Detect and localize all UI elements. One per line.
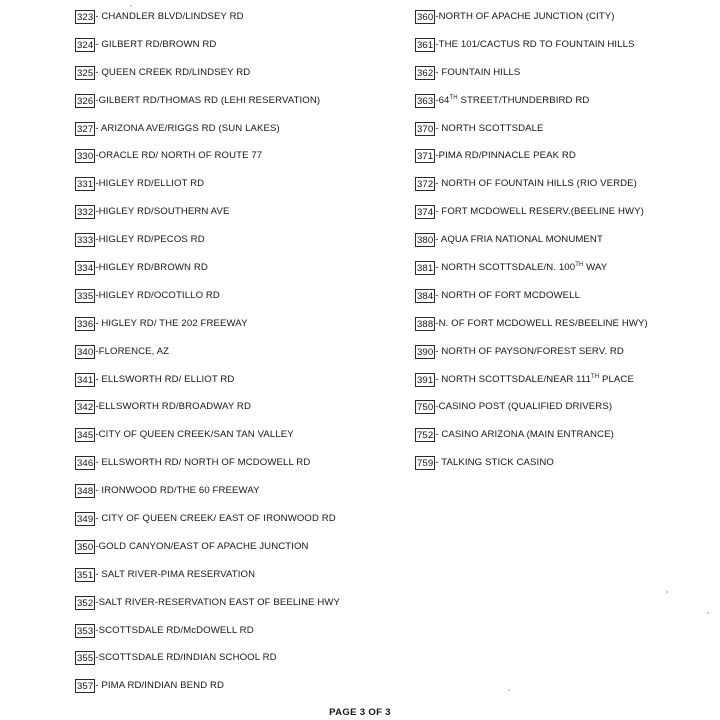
zone-separator: -	[435, 401, 439, 413]
zone-code: 333	[77, 235, 94, 247]
zone-code: 362	[417, 67, 434, 79]
zone-code: 350	[77, 541, 94, 553]
zone-separator: -	[95, 568, 99, 580]
zone-description-text: SCOTTSDALE RD/INDIAN SCHOOL RD	[98, 652, 277, 664]
zone-code: 391	[417, 374, 434, 386]
zone-description-text: NORTH SCOTTSDALE	[438, 122, 544, 134]
zone-entry	[415, 344, 648, 360]
zone-description-tail: PLACE	[599, 373, 634, 385]
zone-separator: -	[95, 150, 99, 162]
zone-description-text: NORTH OF FOUNTAIN HILLS (RIO VERDE)	[438, 178, 637, 190]
zone-description	[95, 428, 293, 442]
zone-description	[435, 177, 637, 191]
zone-description	[95, 261, 208, 275]
zone-description-text: CITY OF QUEEN CREEK/ EAST OF IRONWOOD RD	[98, 513, 336, 525]
zone-separator: -	[435, 262, 439, 274]
zone-separator: -	[95, 513, 99, 525]
zone-description	[95, 149, 262, 163]
zone-code: 353	[77, 625, 94, 637]
zone-entry	[75, 232, 340, 248]
zone-description	[95, 540, 308, 554]
zone-description-text: IRONWOOD RD/THE 60 FREEWAY	[98, 485, 260, 497]
zone-description	[95, 624, 253, 638]
zone-description-text: NORTH OF APACHE JUNCTION (CITY)	[438, 11, 615, 22]
zone-separator: -	[95, 429, 99, 441]
zone-entry	[75, 539, 340, 555]
zone-separator: -	[435, 373, 439, 385]
zone-description-text: CITY OF QUEEN CREEK/SAN TAN VALLEY	[98, 429, 294, 441]
zone-code: 371	[417, 151, 434, 163]
zone-separator: -	[95, 178, 99, 190]
ordinal-suffix: TH	[575, 262, 584, 269]
zone-code: 341	[77, 374, 94, 386]
zone-separator: -	[95, 401, 99, 413]
zone-separator: -	[95, 373, 99, 385]
zone-description-text: PIMA RD/PINNACLE PEAK RD	[438, 150, 576, 162]
zone-separator: -	[95, 485, 99, 497]
zone-description-text: THE 101/CACTUS RD TO FOUNTAIN HILLS	[438, 38, 635, 50]
zone-description-text: NORTH SCOTTSDALE/NEAR 111	[438, 373, 592, 385]
scan-speck	[508, 689, 510, 691]
zone-description-text: CASINO POST (QUALIFIED DRIVERS)	[438, 401, 613, 413]
zone-description	[95, 456, 310, 470]
zone-code: 336	[77, 318, 94, 330]
zone-description	[95, 568, 255, 582]
zone-separator: -	[95, 234, 99, 246]
zone-entry	[415, 232, 648, 248]
zone-code: 346	[77, 458, 94, 470]
zone-description-text: HIGLEY RD/ELLIOT RD	[98, 178, 205, 190]
zone-code: 334	[77, 263, 94, 275]
zone-description	[95, 94, 320, 108]
zone-description	[95, 38, 216, 52]
zone-separator: -	[95, 11, 99, 22]
zone-description	[95, 484, 259, 498]
zone-description-text: GILBERT RD/BROWN RD	[98, 38, 217, 50]
zone-description-text: FLORENCE, AZ	[98, 345, 170, 357]
zone-entry	[75, 483, 340, 499]
zone-description	[95, 512, 336, 526]
zone-separator: -	[435, 317, 439, 329]
zone-entry	[75, 316, 340, 332]
scan-speck	[130, 5, 132, 7]
zone-code: 363	[417, 95, 434, 107]
zone-description	[95, 651, 276, 665]
zone-separator: -	[95, 540, 99, 552]
zone-description-text: HIGLEY RD/OCOTILLO RD	[98, 289, 220, 301]
zone-description-text: CASINO ARIZONA (MAIN ENTRANCE)	[438, 429, 614, 441]
zone-separator: -	[95, 38, 99, 50]
zone-description	[95, 66, 250, 80]
zone-entry	[415, 399, 648, 415]
zone-description	[435, 122, 543, 136]
zone-separator: -	[95, 206, 99, 218]
zone-description-text: AQUA FRIA NATIONAL MONUMENT	[438, 234, 603, 246]
zone-code: 330	[77, 151, 94, 163]
zone-description	[435, 400, 612, 414]
ordinal-suffix: TH	[449, 94, 458, 101]
zone-entry	[415, 37, 648, 53]
zone-description-text: NORTH SCOTTSDALE/N. 100	[438, 262, 576, 274]
zone-description	[95, 317, 247, 331]
zone-entry	[415, 427, 648, 443]
zone-description-text: NORTH OF PAYSON/FOREST SERV. RD	[438, 345, 624, 357]
zone-entry	[75, 650, 340, 666]
zone-separator: -	[435, 66, 439, 78]
zone-list-left	[75, 9, 340, 706]
zone-separator: -	[95, 345, 99, 357]
zone-code: 357	[77, 681, 94, 693]
zone-description	[95, 205, 229, 219]
zone-entry	[415, 9, 648, 25]
zone-code: 384	[417, 290, 434, 302]
zone-description	[95, 345, 169, 359]
zone-description	[435, 456, 554, 470]
zone-entry	[75, 93, 340, 109]
zone-description	[435, 149, 576, 163]
zone-code: 349	[77, 514, 94, 526]
zone-description-text: ELLSWORTH RD/ NORTH OF MCDOWELL RD	[98, 457, 311, 469]
zone-description	[95, 596, 340, 610]
zone-description	[95, 373, 234, 387]
zone-description	[435, 373, 634, 387]
zone-separator: -	[95, 66, 99, 78]
zone-description-text: HIGLEY RD/SOUTHERN AVE	[98, 206, 230, 218]
zone-code: 325	[77, 67, 94, 79]
zone-description	[435, 428, 614, 442]
zone-separator: -	[435, 234, 439, 246]
zone-entry	[75, 427, 340, 443]
zone-separator: -	[435, 345, 439, 357]
zone-description-text: PIMA RD/INDIAN BEND RD	[98, 680, 225, 692]
zone-description	[435, 38, 634, 52]
zone-separator: -	[435, 178, 439, 190]
zone-code: 327	[77, 123, 94, 135]
zone-entry	[415, 176, 648, 192]
zone-entry	[415, 148, 648, 164]
zone-separator: -	[95, 94, 99, 106]
zone-description-text: SALT RIVER-PIMA RESERVATION	[98, 568, 256, 580]
zone-entry	[75, 623, 340, 639]
zone-entry	[75, 260, 340, 276]
zone-description-text: SCOTTSDALE RD/McDOWELL RD	[98, 624, 254, 636]
zone-description	[95, 122, 279, 136]
zone-entry	[75, 678, 340, 694]
zone-description-text: CHANDLER BLVD/LINDSEY RD	[98, 11, 244, 22]
zone-separator: -	[435, 38, 439, 50]
zone-description	[435, 94, 589, 108]
zone-entry	[415, 455, 648, 471]
zone-code: 348	[77, 486, 94, 498]
zone-description	[435, 205, 644, 219]
zone-description	[435, 345, 624, 359]
zone-entry	[75, 511, 340, 527]
zone-code: 390	[417, 346, 434, 358]
zone-code: 331	[77, 179, 94, 191]
zone-separator: -	[95, 289, 99, 301]
zone-description	[95, 679, 224, 693]
zone-entry	[415, 65, 648, 81]
zone-code: 323	[77, 12, 94, 23]
zone-description-text: HIGLEY RD/BROWN RD	[98, 262, 208, 274]
zone-code: 370	[417, 123, 434, 135]
zone-separator: -	[95, 457, 99, 469]
zone-description-text: N. OF FORT MCDOWELL RES/BEELINE HWY)	[438, 317, 648, 329]
zone-entry	[75, 9, 340, 25]
zone-entry	[75, 455, 340, 471]
zone-code: 750	[417, 402, 434, 414]
zone-separator: -	[95, 680, 99, 692]
zone-description	[435, 289, 580, 303]
zone-code: 380	[417, 235, 434, 247]
zone-code: 361	[417, 39, 434, 51]
zone-code: 374	[417, 207, 434, 219]
zone-separator: -	[95, 122, 99, 134]
zone-code: 335	[77, 290, 94, 302]
zone-code: 324	[77, 39, 94, 51]
zone-separator: -	[435, 457, 439, 469]
zone-description-text: ELLSWORTH RD/ ELLIOT RD	[98, 373, 235, 385]
zone-separator: -	[435, 289, 439, 301]
page-number: PAGE 3 OF 3	[329, 707, 391, 718]
zone-entry	[415, 288, 648, 304]
ordinal-suffix: TH	[591, 373, 600, 380]
zone-separator: -	[95, 652, 99, 664]
zone-description-tail: WAY	[583, 262, 608, 274]
zone-description-text: HIGLEY RD/ THE 202 FREEWAY	[98, 317, 248, 329]
scan-speck	[707, 612, 709, 614]
zone-entry	[75, 65, 340, 81]
zone-description	[95, 10, 243, 24]
zone-description-text: FOUNTAIN HILLS	[438, 66, 521, 78]
zone-description	[435, 10, 614, 24]
zone-description-text: SALT RIVER-RESERVATION EAST OF BEELINE HWY	[98, 596, 341, 608]
zone-entry	[415, 121, 648, 137]
zone-code: 388	[417, 318, 434, 330]
zone-description-text: GILBERT RD/THOMAS RD (LEHI RESERVATION)	[98, 94, 321, 106]
zone-entry	[75, 176, 340, 192]
zone-code: 360	[417, 12, 434, 23]
zone-code: 342	[77, 402, 94, 414]
zone-separator: -	[95, 317, 99, 329]
zone-separator: -	[435, 150, 439, 162]
zone-code: 351	[77, 569, 94, 581]
zone-code: 752	[417, 430, 434, 442]
zone-entry	[75, 595, 340, 611]
zone-code: 381	[417, 263, 434, 275]
zone-description-text: TALKING STICK CASINO	[438, 457, 554, 469]
zone-entry	[75, 288, 340, 304]
zone-description	[435, 317, 647, 331]
zone-code: 345	[77, 430, 94, 442]
zone-description-text: FORT MCDOWELL RESERV.(BEELINE HWY)	[438, 206, 644, 218]
zone-entry	[75, 148, 340, 164]
zone-code: 355	[77, 653, 94, 665]
zone-description-text: ELLSWORTH RD/BROADWAY RD	[98, 401, 251, 413]
zone-description-tail: STREET/THUNDERBIRD RD	[457, 94, 590, 106]
zone-code: 759	[417, 458, 434, 470]
zone-entry	[415, 93, 648, 109]
zone-entry	[75, 121, 340, 137]
zone-separator: -	[95, 596, 99, 608]
zone-description	[95, 233, 204, 247]
zone-code: 372	[417, 179, 434, 191]
zone-description	[435, 233, 603, 247]
zone-description-text: 64	[438, 94, 450, 106]
zone-list-right	[415, 9, 648, 483]
zone-entry	[415, 372, 648, 388]
zone-description	[435, 261, 607, 275]
zone-description	[95, 177, 204, 191]
zone-code: 332	[77, 207, 94, 219]
zone-description-text: GOLD CANYON/EAST OF APACHE JUNCTION	[98, 540, 309, 552]
zone-code: 340	[77, 346, 94, 358]
zone-description	[95, 400, 251, 414]
zone-entry	[415, 260, 648, 276]
zone-code: 352	[77, 597, 94, 609]
zone-description-text: ORACLE RD/ NORTH OF ROUTE 77	[98, 150, 263, 162]
zone-entry	[75, 372, 340, 388]
zone-separator: -	[95, 624, 99, 636]
zone-separator: -	[95, 262, 99, 274]
zone-separator: -	[435, 94, 439, 106]
zone-separator: -	[435, 429, 439, 441]
scan-speck	[666, 591, 668, 593]
zone-entry	[75, 37, 340, 53]
zone-description	[95, 289, 220, 303]
zone-description-text: ARIZONA AVE/RIGGS RD (SUN LAKES)	[98, 122, 280, 134]
zone-entry	[75, 344, 340, 360]
zone-code: 326	[77, 95, 94, 107]
zone-entry	[75, 204, 340, 220]
zone-entry	[75, 399, 340, 415]
zone-description-text: QUEEN CREEK RD/LINDSEY RD	[98, 66, 251, 78]
zone-entry	[75, 567, 340, 583]
zone-description-text: HIGLEY RD/PECOS RD	[98, 234, 205, 246]
zone-description-text: NORTH OF FORT MCDOWELL	[438, 289, 581, 301]
zone-entry	[415, 204, 648, 220]
zone-separator: -	[435, 122, 439, 134]
zone-separator: -	[435, 11, 439, 22]
zone-description	[435, 66, 520, 80]
zone-entry	[415, 316, 648, 332]
zone-separator: -	[435, 206, 439, 218]
